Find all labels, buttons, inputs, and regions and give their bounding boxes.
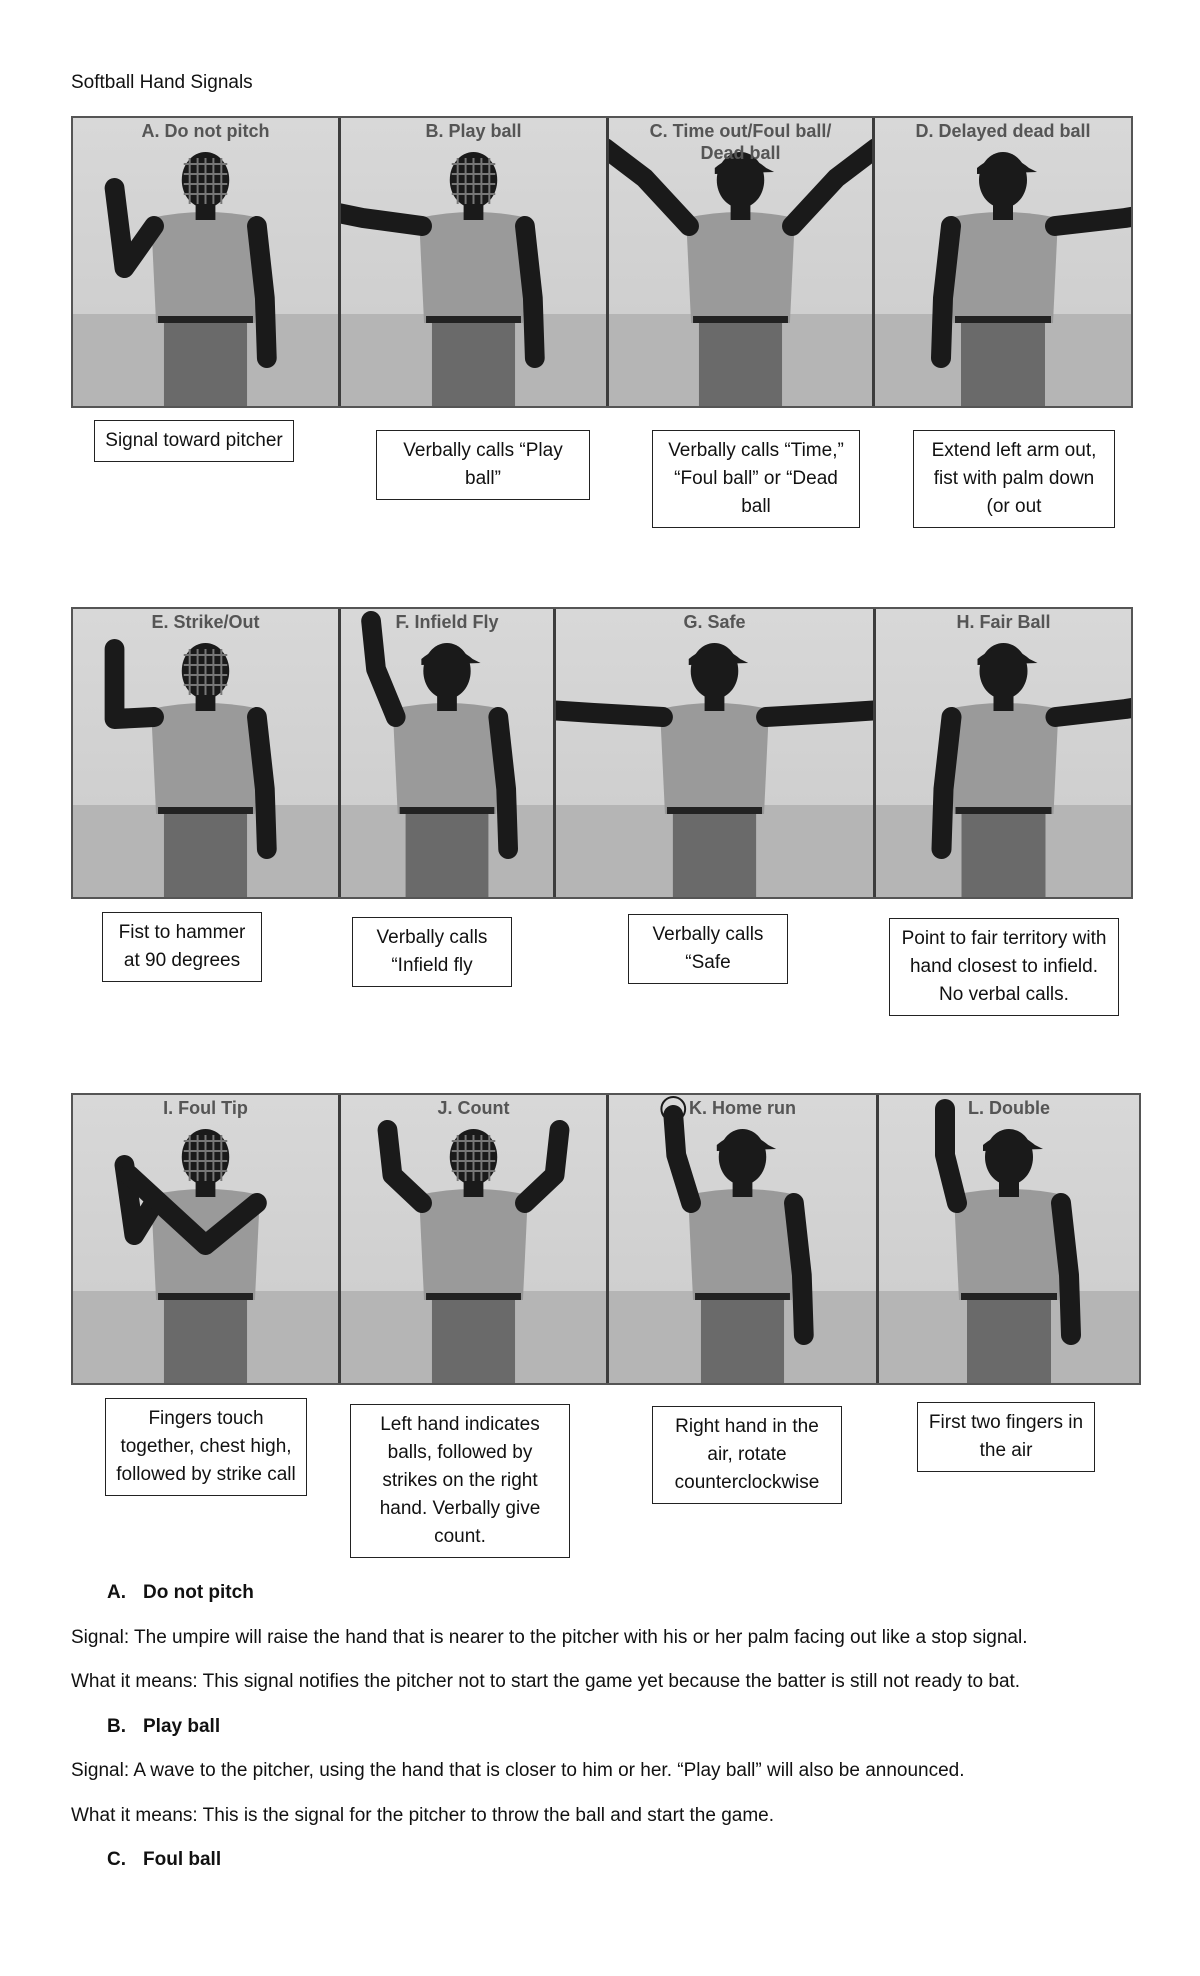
umpire-arm (387, 1130, 422, 1203)
panel-label: A. Do not pitch (141, 121, 270, 141)
panel-delayed-dead-ball (875, 118, 1131, 406)
signal-image-strip-2 (71, 607, 1133, 899)
umpire-pants (673, 809, 756, 897)
panel-label: C. Time out/Foul ball/ Dead ball (649, 121, 832, 163)
umpire-belt (158, 807, 253, 814)
umpire-arm (371, 621, 396, 717)
umpire-figure (124, 1129, 259, 1383)
caption-home-run: Right hand in the air, rotate counterclockwise (652, 1406, 842, 1504)
umpire-illustration (341, 118, 606, 406)
umpire-illustration (73, 609, 338, 897)
umpire-cap (977, 157, 1037, 174)
umpire-arm (556, 709, 663, 717)
umpire-cap (689, 648, 748, 665)
panel-label: F. Infield Fly (395, 612, 499, 632)
umpire-illustration (879, 1095, 1139, 1383)
umpire-arm (1055, 210, 1131, 226)
umpire-arm (115, 649, 155, 719)
umpire-shirt (954, 1189, 1064, 1300)
umpire-figure (115, 152, 267, 406)
section-heading-a (107, 1582, 254, 1604)
umpire-illustration (73, 1095, 338, 1383)
section-title: Do not pitch (143, 1582, 254, 1603)
umpire-illustration (609, 1095, 876, 1383)
umpire-belt (158, 1293, 253, 1300)
umpire-mask (452, 1135, 496, 1181)
umpire-arm (1056, 701, 1132, 717)
caption-safe: Verbally calls “Safe (628, 914, 788, 984)
caption-delayed-dead-ball: Extend left arm out, fist with palm down (or out (913, 430, 1115, 528)
caption-double: First two fingers in the air (917, 1402, 1095, 1472)
umpire-pants (962, 809, 1046, 897)
umpire-mask (184, 649, 228, 695)
umpire-pants (164, 318, 247, 406)
panel-infield-fly (341, 609, 556, 897)
caption-infield-fly: Verbally calls “Infield fly (352, 917, 512, 987)
umpire-figure (115, 643, 267, 897)
umpire-cap (717, 1134, 776, 1151)
umpire-arm (257, 717, 267, 849)
umpire-arm (525, 226, 535, 358)
umpire-belt (400, 807, 495, 814)
panel-label: H. Fair Ball (956, 612, 1051, 632)
umpire-shirt (949, 703, 1059, 814)
signal-image-strip-3 (71, 1093, 1141, 1385)
umpire-arm (1061, 1203, 1071, 1335)
umpire-pants (432, 1295, 515, 1383)
section-heading-b (107, 1716, 220, 1738)
umpire-belt (158, 316, 253, 323)
umpire-shirt (393, 703, 501, 814)
umpire-pants (967, 1295, 1051, 1383)
section-number: C. (107, 1849, 126, 1870)
caption-do-not-pitch: Signal toward pitcher (94, 420, 294, 462)
caption-strike-out: Fist to hammer at 90 degrees (102, 912, 262, 982)
umpire-figure (371, 621, 508, 897)
umpire-pants (432, 318, 515, 406)
panel-fair-ball (876, 609, 1131, 897)
panel-label: J. Count (437, 1098, 510, 1118)
umpire-arm (794, 1203, 804, 1335)
umpire-pants (164, 809, 247, 897)
panel-label: D. Delayed dead ball (915, 121, 1091, 141)
umpire-cap (983, 1134, 1043, 1151)
umpire-pants (699, 318, 782, 406)
umpire-belt (956, 807, 1052, 814)
panel-time-out (609, 118, 875, 406)
section-title: Play ball (143, 1716, 221, 1737)
umpire-shirt (686, 212, 795, 323)
panel-do-not-pitch (73, 118, 341, 406)
section-title: Foul ball (143, 1849, 222, 1870)
panel-label: E. Strike/Out (151, 612, 260, 632)
umpire-mask (184, 1135, 228, 1181)
umpire-arm (673, 1115, 691, 1203)
umpire-belt (695, 1293, 790, 1300)
umpire-mask (452, 158, 496, 204)
umpire-figure (341, 152, 535, 406)
section-meaning-a: What it means: This signal notifies the pitcher not to start the game yet because the batter is still not ready to bat. (71, 1671, 1021, 1692)
panel-label: L. Double (968, 1098, 1050, 1118)
umpire-arm (945, 1109, 957, 1203)
signal-image-strip-1 (71, 116, 1133, 408)
umpire-shirt (151, 212, 260, 323)
umpire-arm (525, 1130, 560, 1203)
umpire-figure (942, 643, 1132, 897)
umpire-arm (498, 717, 508, 849)
umpire-arm (941, 226, 951, 358)
umpire-illustration (875, 118, 1131, 406)
umpire-shirt (419, 1189, 528, 1300)
panel-count (341, 1095, 609, 1383)
umpire-figure (945, 1109, 1071, 1383)
umpire-belt (667, 807, 762, 814)
panel-safe (556, 609, 876, 897)
umpire-illustration (876, 609, 1131, 897)
umpire-cap (978, 648, 1038, 665)
umpire-illustration (341, 1095, 606, 1383)
panel-home-run (609, 1095, 879, 1383)
panel-label: G. Safe (683, 612, 746, 632)
umpire-shirt (660, 703, 769, 814)
umpire-shirt (151, 703, 260, 814)
umpire-cap (421, 648, 480, 665)
section-signal-b: Signal: A wave to the pitcher, using the hand that is closer to him or her. “Play ball” will also be announced. (71, 1760, 965, 1781)
caption-foul-tip: Fingers touch together, chest high, followed by strike call (105, 1398, 307, 1496)
umpire-belt (426, 316, 521, 323)
umpire-illustration (556, 609, 873, 897)
umpire-belt (693, 316, 788, 323)
panel-label: I. Foul Tip (163, 1098, 248, 1118)
umpire-arm (341, 208, 422, 226)
umpire-figure (941, 152, 1131, 406)
panel-strike-out (73, 609, 341, 897)
caption-time-out: Verbally calls “Time,” “Foul ball” or “Dead ball (652, 430, 860, 528)
umpire-belt (955, 316, 1051, 323)
umpire-arm (766, 709, 873, 717)
section-number: A. (107, 1582, 126, 1603)
umpire-figure (661, 1097, 803, 1383)
section-signal-a: Signal: The umpire will raise the hand that is nearer to the pitcher with his or her palm facing out like a stop signal. (71, 1627, 1028, 1648)
umpire-illustration (73, 118, 338, 406)
umpire-arm (257, 226, 267, 358)
umpire-arm (115, 188, 155, 268)
umpire-shirt (948, 212, 1058, 323)
caption-fair-ball: Point to fair territory with hand closest to infield. No verbal calls. (889, 918, 1119, 1016)
document-title: Softball Hand Signals (71, 72, 253, 93)
umpire-pants (961, 318, 1045, 406)
umpire-pants (164, 1295, 247, 1383)
section-number: B. (107, 1716, 126, 1737)
panel-label: K. Home run (688, 1098, 796, 1118)
section-meaning-b: What it means: This is the signal for the pitcher to throw the ball and start the game. (71, 1805, 774, 1826)
panel-play-ball (341, 118, 609, 406)
panel-double (879, 1095, 1139, 1383)
umpire-shirt (688, 1189, 797, 1300)
section-heading-c (107, 1849, 221, 1871)
umpire-figure (609, 148, 872, 406)
caption-play-ball: Verbally calls “Play ball” (376, 430, 590, 500)
umpire-mask (184, 158, 228, 204)
panel-foul-tip (73, 1095, 341, 1383)
umpire-pants (701, 1295, 784, 1383)
umpire-figure (556, 643, 873, 897)
panel-label: B. Play ball (425, 121, 522, 141)
umpire-illustration (341, 609, 553, 897)
umpire-belt (961, 1293, 1057, 1300)
umpire-figure (387, 1129, 559, 1383)
umpire-pants (406, 809, 489, 897)
umpire-belt (426, 1293, 521, 1300)
umpire-shirt (419, 212, 528, 323)
umpire-arm (942, 717, 952, 849)
caption-count: Left hand indicates balls, followed by strikes on the right hand. Verbally give count. (350, 1404, 570, 1558)
